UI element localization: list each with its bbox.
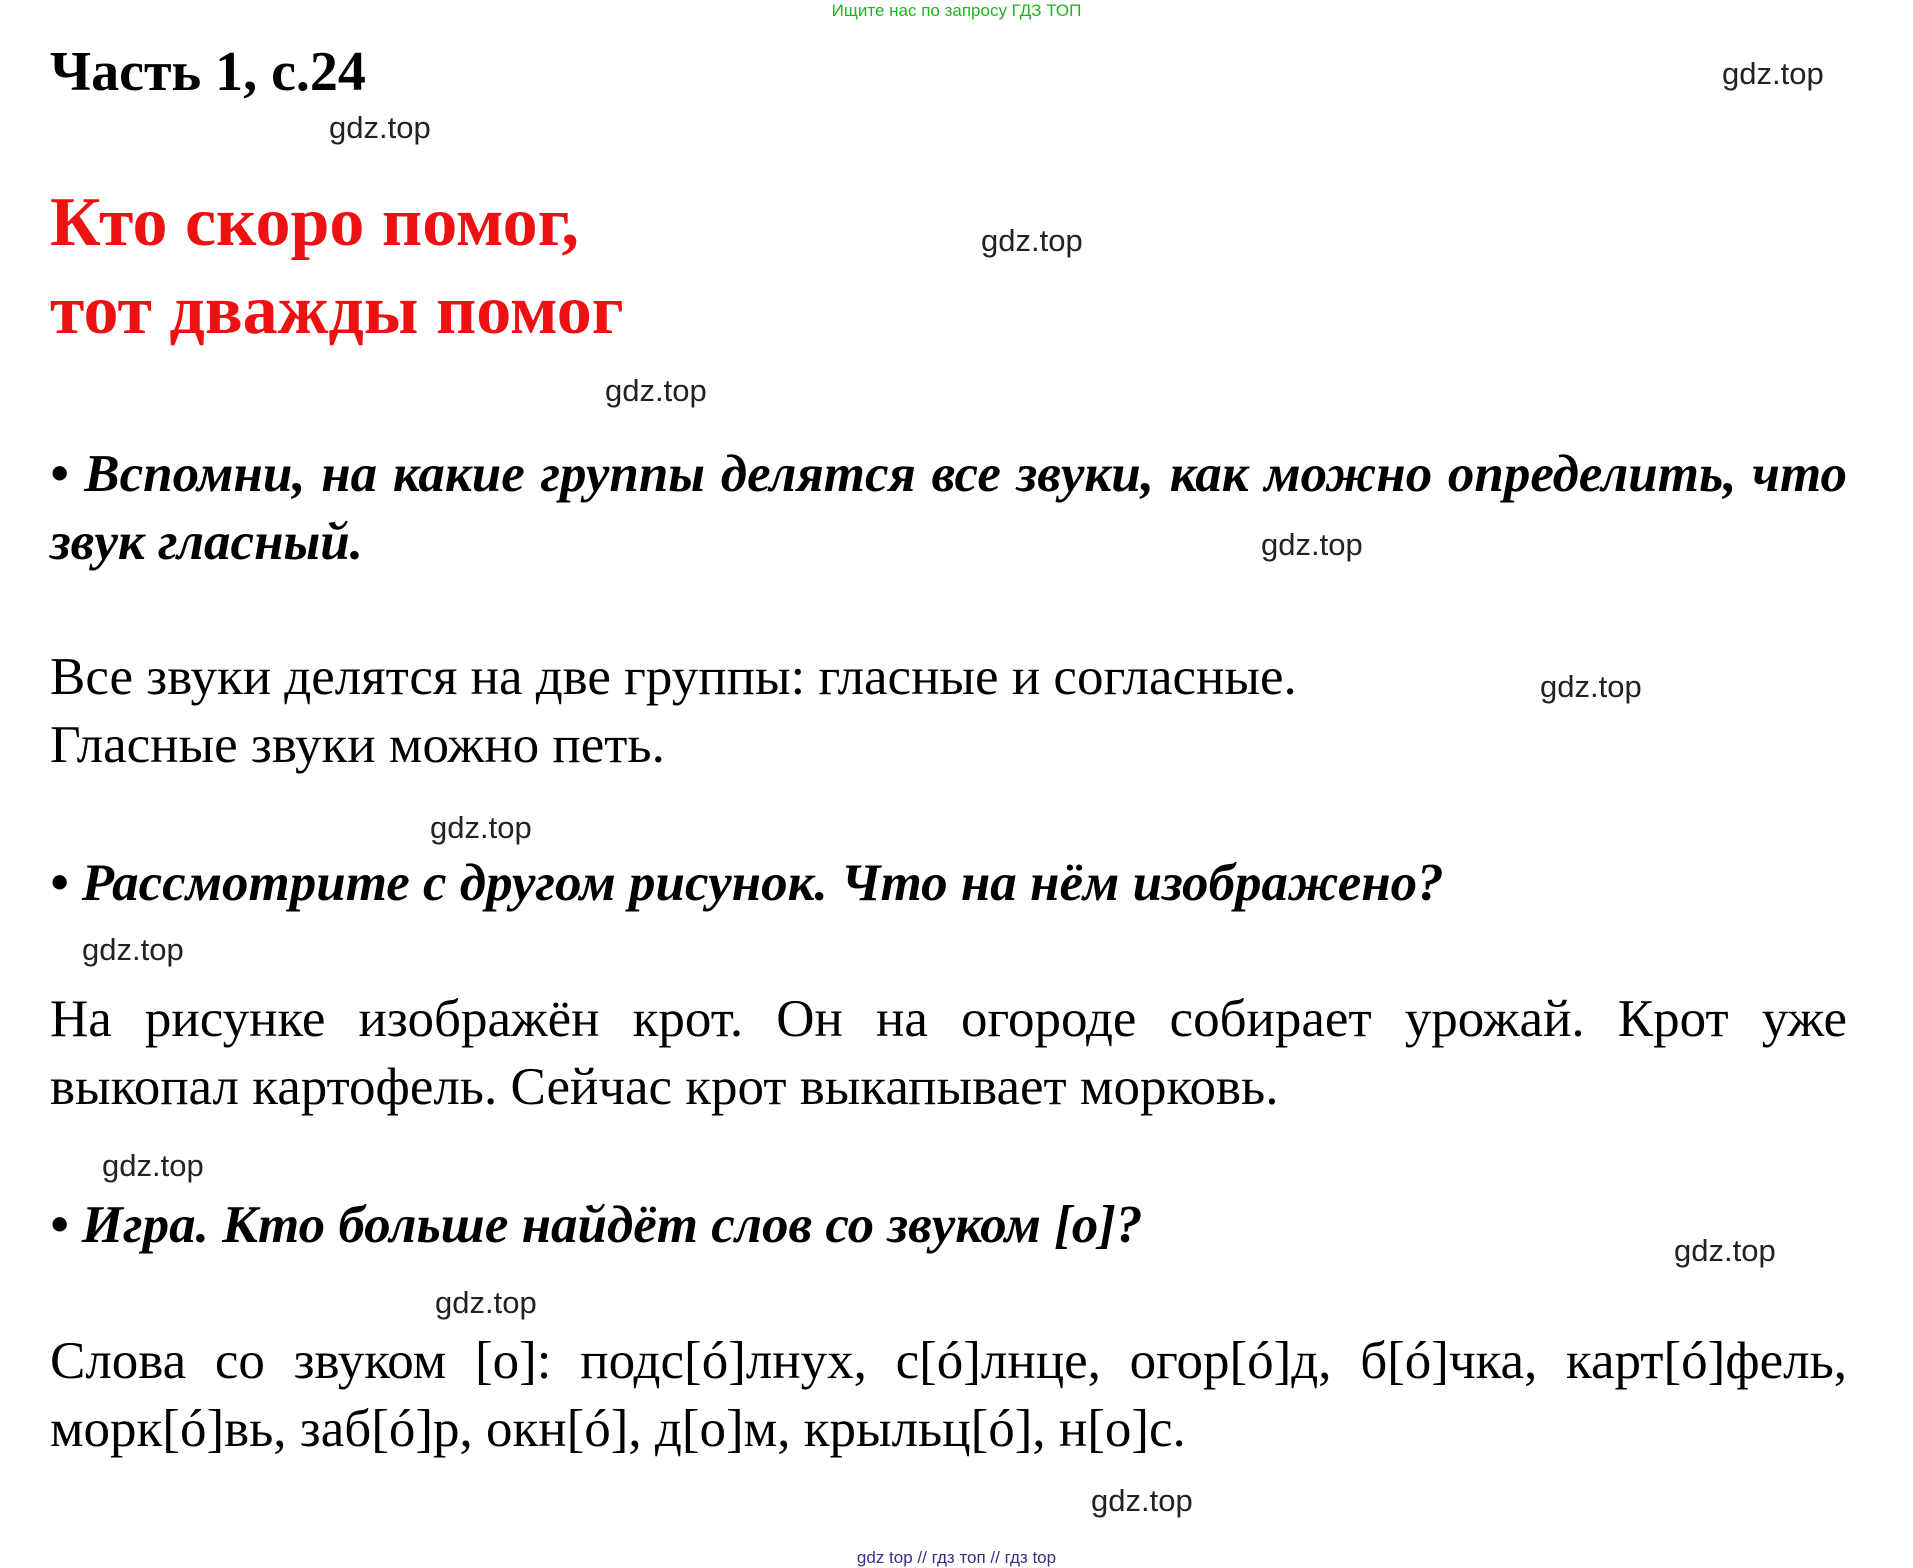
answer-3: Слова со звуком [о]: подс[ó]лнух, с[ó]лнце, огор[ó]д, б[ó]чка, карт[ó]фель, морк[ó]вь, заб[ó]р, окн[ó], д[о]м, крыльц[ó], н[о]с.: [50, 1332, 1847, 1458]
answer-2: На рисунке изображён крот. Он на огороде собирает урожай. Крот уже выкопал картофель. Сейчас крот выкапывает морковь.: [50, 990, 1847, 1116]
watermark: gdz.top: [1091, 1483, 1193, 1518]
answer-1-line-2: Гласные звуки можно петь.: [50, 716, 665, 774]
watermark: gdz.top: [430, 810, 532, 845]
question-2: • Рассмотрите с другом рисунок. Что на нём изображено?: [50, 854, 1444, 912]
question-3: • Игра. Кто больше найдёт слов со звуком [о]?: [50, 1196, 1143, 1254]
watermark: gdz.top: [82, 932, 184, 967]
watermark: gdz.top: [605, 373, 707, 408]
watermark: gdz.top: [1261, 527, 1363, 562]
watermark: gdz.top: [329, 110, 431, 145]
title-line-2: тот дважды помог: [50, 272, 624, 349]
top-banner: Ищите нас по запросу ГДЗ ТОП: [831, 1, 1082, 20]
answer-1: [50, 643, 1847, 779]
question-1: • Вспомни, на какие группы делятся все звуки, как можно определить, что звук гласный.: [50, 445, 1847, 571]
title-line-1: Кто скоро помог,: [50, 184, 580, 261]
answer-1-line-1: Все звуки делятся на две группы: гласные и согласные.: [50, 648, 1297, 706]
watermark: gdz.top: [1722, 56, 1824, 91]
bottom-banner: gdz top // гдз топ // гдз top: [856, 1548, 1057, 1567]
watermark: gdz.top: [102, 1148, 204, 1183]
watermark: gdz.top: [981, 223, 1083, 258]
watermark: gdz.top: [1674, 1233, 1776, 1268]
watermark: gdz.top: [435, 1285, 537, 1320]
watermark: gdz.top: [1540, 669, 1642, 704]
page-heading: Часть 1, с.24: [50, 41, 366, 103]
